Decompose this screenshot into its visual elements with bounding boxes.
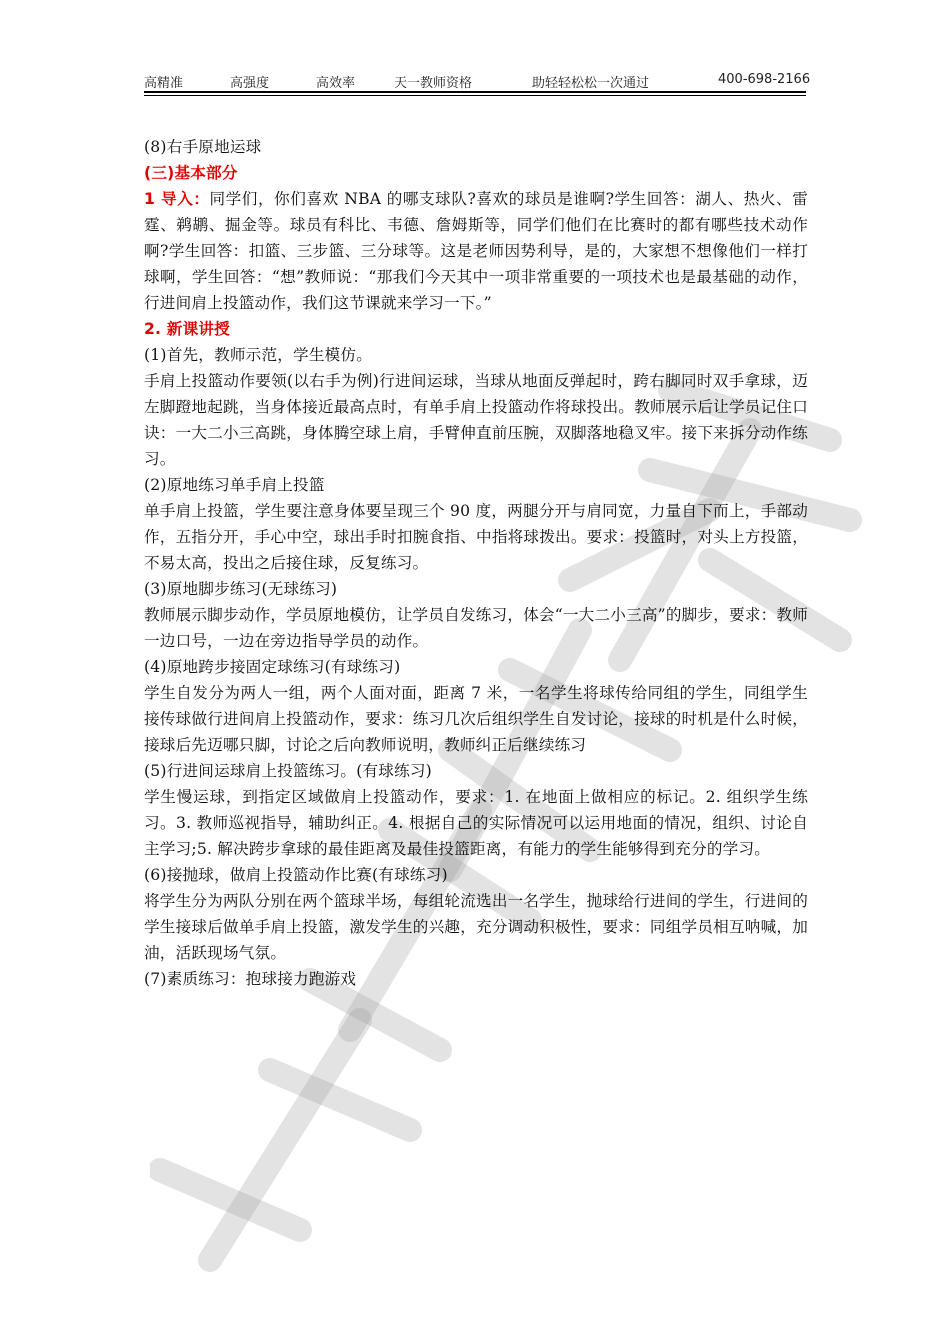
step-paragraph-6: 将学生分为两队分别在两个篮球半场，每组轮流选出一名学生，抛球给行进间的学生，行进间的学生接球后做单手肩上投篮，激发学生的兴趣，充分调动积极性，要求：同组学员相互呐喊，加油，活跃现场气氛。 <box>144 892 808 962</box>
list-item-right-hand-dribble: (8)右手原地运球 <box>144 138 262 156</box>
section-heading-new-lesson: 2. 新课讲授 <box>144 320 230 338</box>
header-item-intensity: 高强度 <box>230 76 270 91</box>
step-heading-3: (3)原地脚步练习(无球练习) <box>144 580 338 598</box>
step-paragraph-3: 教师展示脚步动作，学员原地模仿，让学员自发练习，体会“一大二小三高”的脚步，要求：教师一边口号，一边在旁边指导学员的动作。 <box>144 606 808 650</box>
header-item-precision: 高精准 <box>144 76 184 91</box>
header-rule-thick <box>144 91 806 93</box>
intro-label: 1 导入： <box>144 190 210 208</box>
step-paragraph-5: 学生慢运球，到指定区域做肩上投篮动作，要求：1. 在地面上做相应的标记。2. 组织学生练习。3. 教师巡视指导，辅助纠正。4. 根据自己的实际情况可以运用地面的情况，组织、讨论自主学习;5. 解决跨步拿球的最佳距离及最佳投篮距离，有能力的学生能够得到充分的学习。 <box>144 788 808 858</box>
step-heading-7: (7)素质练习：抱球接力跑游戏 <box>144 970 357 988</box>
header-phone: 400-698-2166 <box>718 72 811 87</box>
header-item-brand: 天一教师资格 <box>394 76 473 91</box>
header-item-efficiency: 高效率 <box>316 76 356 91</box>
page-header <box>144 70 811 92</box>
step-heading-1: (1)首先，教师示范，学生模仿。 <box>144 346 373 364</box>
header-item-slogan: 助轻轻松松一次通过 <box>532 76 650 91</box>
intro-paragraph <box>144 186 808 316</box>
document-body <box>144 134 808 992</box>
step-heading-4: (4)原地跨步接固定球练习(有球练习) <box>144 658 401 676</box>
step-paragraph-4: 学生自发分为两人一组，两个人面对面，距离 7 米，一名学生将球传给同组的学生，同组学生接传球做行进间肩上投篮动作，要求：练习几次后组织学生自发讨论，接球的时机是什么时候，接球后先迈哪只脚，讨论之后向教师说明，教师纠正后继续练习 <box>144 684 808 754</box>
section-heading-basic: (三)基本部分 <box>144 164 238 182</box>
step-heading-6: (6)接抛球，做肩上投篮动作比赛(有球练习) <box>144 866 448 884</box>
intro-text: 同学们，你们喜欢 NBA 的哪支球队?喜欢的球员是谁啊?学生回答：湖人、热火、雷霆、鹈鹕、掘金等。球员有科比、韦德、詹姆斯等，同学们他们在比赛时的都有哪些技术动作啊?学生回答：扣篮、三步篮、三分球等。这是老师因势利导，是的，大家想不想像他们一样打球啊，学生回答：“想”教师说：“那我们今天其中一项非常重要的一项技术也是最基础的动作，行进间肩上投篮动作，我们这节课就来学习一下。” <box>144 190 809 312</box>
step-heading-5: (5)行进间运球肩上投篮练习。(有球练习) <box>144 762 432 780</box>
step-paragraph-1: 手肩上投篮动作要领(以右手为例)行进间运球，当球从地面反弹起时，跨右脚同时双手拿球，迈左脚蹬地起跳，当身体接近最高点时，有单手肩上投篮动作将球投出。教师展示后让学员记住口诀：一大二小三高跳，身体腾空球上肩，手臂伸直前压腕，双脚落地稳叉牢。接下来拆分动作练习。 <box>144 372 808 468</box>
step-paragraph-2: 单手肩上投篮，学生要注意身体要呈现三个 90 度，两腿分开与肩同宽，力量自下而上，手部动作，五指分开，手心中空，球出手时扣腕食指、中指将球拨出。要求：投篮时，对头上方投篮，不易太高，投出之后接住球，反复练习。 <box>144 502 808 572</box>
step-heading-2: (2)原地练习单手肩上投篮 <box>144 476 325 494</box>
header-rule-thin <box>144 95 806 96</box>
